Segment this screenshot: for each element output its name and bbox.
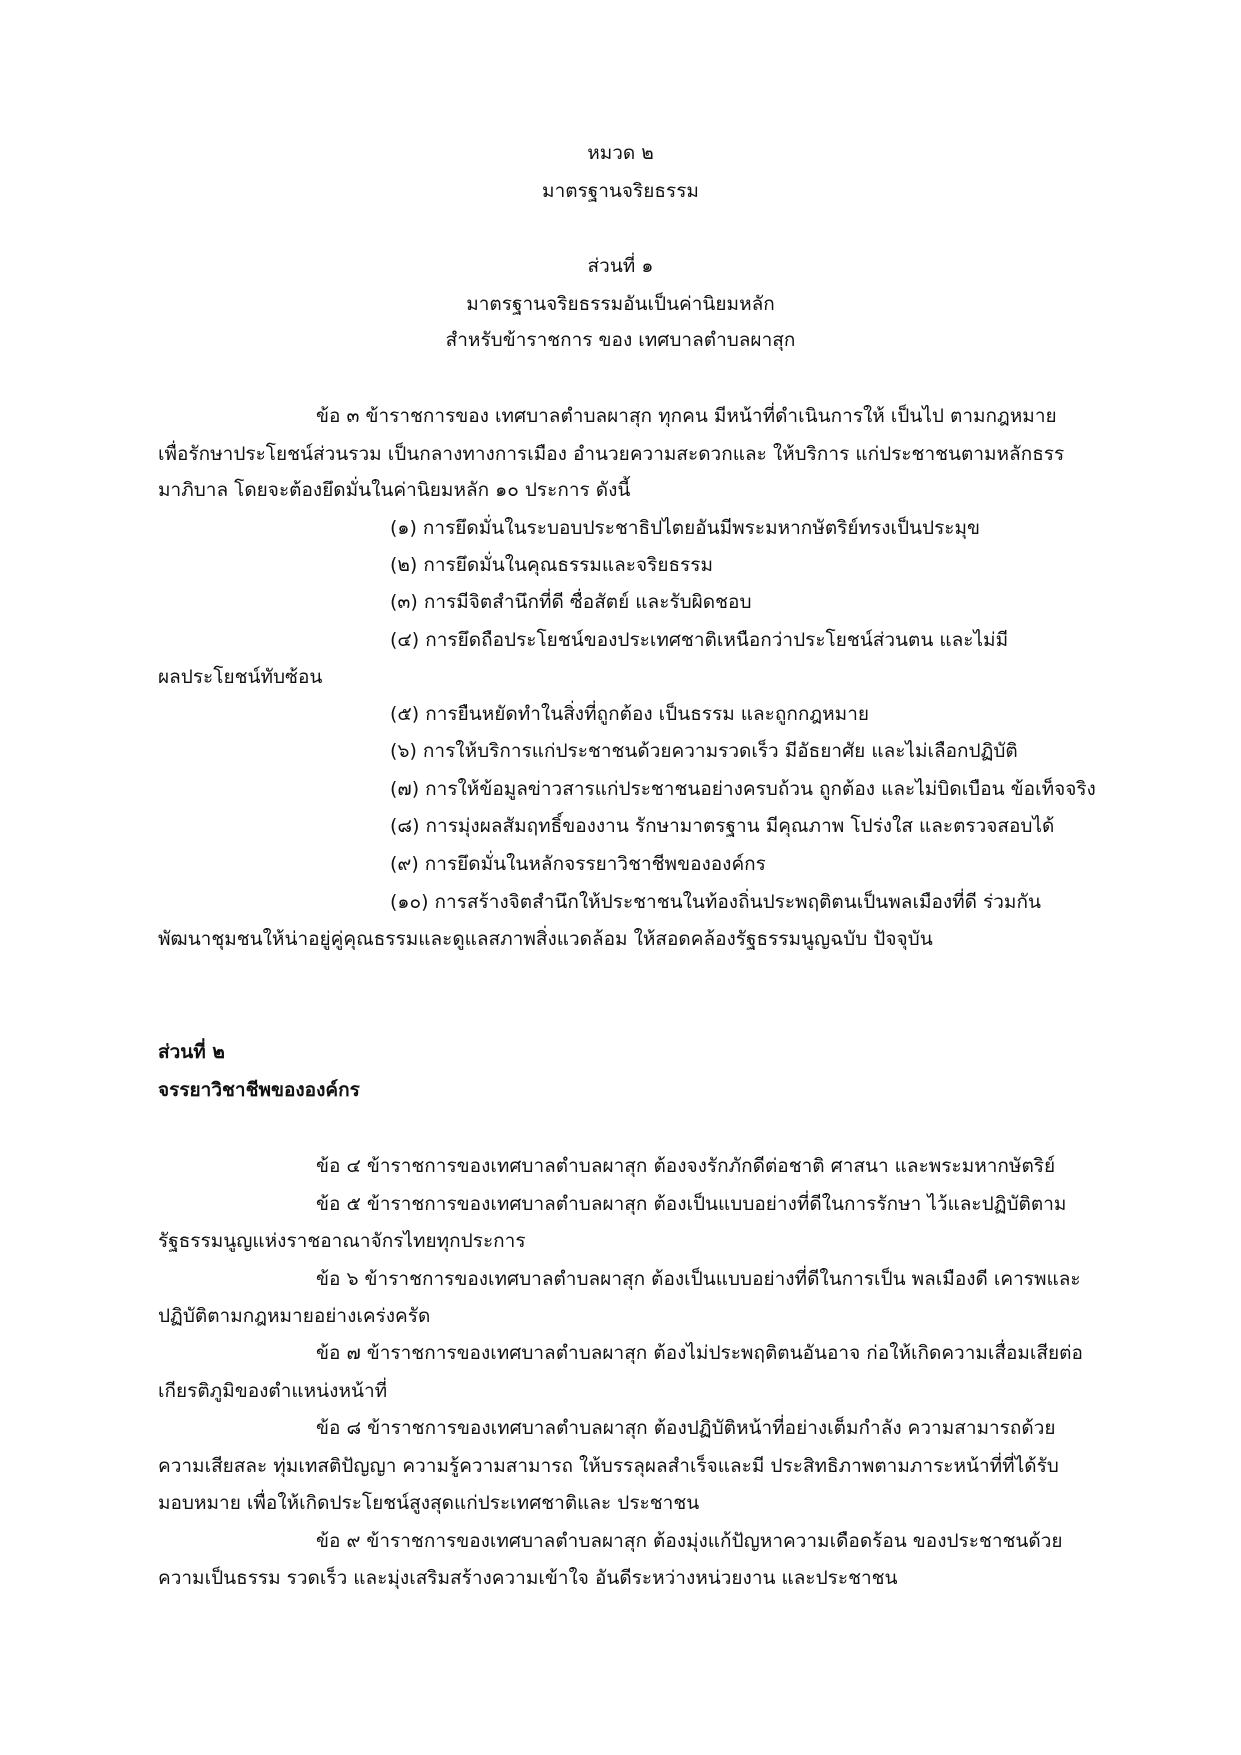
clause-8-line-2: ความเสียสละ ทุ่มเทสติปัญญา ความรู้ความสามารถ ให้บรรลุผลสำเร็จและมี ประสิทธิภาพตามภาระหน้าที่ที่ได้รับ: [158, 1455, 1059, 1477]
part-title-line-2: สำหรับข้าราชการ ของ เทศบาลตำบลผาสุก: [445, 329, 796, 351]
value-item-8: (๘) การมุ่งผลสัมฤทธิ์ของงาน รักษามาตรฐาน มีคุณภาพ โปร่งใส และตรวจสอบได้: [390, 815, 1055, 837]
value-item-7: (๗) การให้ข้อมูลข่าวสารแก่ประชาชนอย่างครบถ้วน ถูกต้อง และไม่บิดเบือน ข้อเท็จจริง: [390, 778, 1096, 800]
value-item-10: (๑๐) การสร้างจิตสำนึกให้ประชาชนในท้องถิ่นประพฤติตนเป็นพลเมืองที่ดี ร่วมกัน: [390, 891, 1041, 913]
chapter-title: มาตรฐานจริยธรรม: [542, 180, 699, 202]
section-2-title: จรรยาวิชาชีพขององค์กร: [158, 1079, 360, 1101]
clause-3-line-2: เพื่อรักษาประโยชน์ส่วนรวม เป็นกลางทางการเมือง อำนวยความสะดวกและ ให้บริการ แก่ประชาชนตามหลักธรร: [158, 443, 1065, 465]
clause-8-line-3: มอบหมาย เพื่อให้เกิดประโยชน์สูงสุดแก่ประเทศชาติและ ประชาชน: [158, 1492, 700, 1514]
part-heading: ส่วนที่ ๑: [587, 255, 654, 277]
clause-9-line-2: ความเป็นธรรม รวดเร็ว และมุ่งเสริมสร้างความเข้าใจ อันดีระหว่างหน่วยงาน และประชาชน: [158, 1567, 898, 1589]
clause-5-line-1: ข้อ ๕ ข้าราชการของเทศบาลตำบลผาสุก ต้องเป็นแบบอย่างที่ดีในการรักษา ไว้และปฏิบัติตาม: [316, 1193, 1067, 1215]
value-item-5: (๕) การยืนหยัดทำในสิ่งที่ถูกต้อง เป็นธรรม และถูกกฎหมาย: [390, 703, 869, 725]
clause-9-line-1: ข้อ ๙ ข้าราชการของเทศบาลตำบลผาสุก ต้องมุ่งแก้ปัญหาความเดือดร้อน ของประชาชนด้วย: [316, 1530, 1063, 1552]
value-item-4-continued: ผลประโยชน์ทับซ้อน: [158, 666, 323, 688]
clause-3-line-3: มาภิบาล โดยจะต้องยึดมั่นในค่านิยมหลัก ๑๐ ประการ ดังนี้: [158, 479, 631, 501]
value-item-3: (๓) การมีจิตสำนึกที่ดี ซื่อสัตย์ และรับผิดชอบ: [390, 591, 752, 613]
value-item-4: (๔) การยึดถือประโยชน์ของประเทศชาติเหนือกว่าประโยชน์ส่วนตน และไม่มี: [390, 629, 1009, 651]
clause-7-line-1: ข้อ ๗ ข้าราชการของเทศบาลตำบลผาสุก ต้องไม่ประพฤติตนอันอาจ ก่อให้เกิดความเสื่อมเสียต่อ: [316, 1342, 1083, 1364]
value-item-6: (๖) การให้บริการแก่ประชาชนด้วยความรวดเร็ว มีอัธยาศัย และไม่เลือกปฏิบัติ: [390, 740, 1018, 762]
part-title-line-1: มาตรฐานจริยธรรมอันเป็นค่านิยมหลัก: [466, 293, 775, 315]
clause-6-line-2: ปฏิบัติตามกฎหมายอย่างเคร่งครัด: [158, 1305, 431, 1327]
clause-4-line-1: ข้อ ๔ ข้าราชการของเทศบาลตำบลผาสุก ต้องจงรักภักดีต่อชาติ ศาสนา และพระมหากษัตริย์: [316, 1155, 1056, 1177]
chapter-heading: หมวด ๒: [587, 142, 654, 164]
value-item-1: (๑) การยึดมั่นในระบอบประชาธิปไตยอันมีพระมหากษัตริย์ทรงเป็นประมุข: [390, 517, 981, 539]
clause-3-line-1: ข้อ ๓ ข้าราชการของ เทศบาลตำบลผาสุก ทุกคน มีหน้าที่ดำเนินการให้ เป็นไป ตามกฎหมาย: [316, 405, 1057, 427]
clause-5-line-2: รัฐธรรมนูญแห่งราชอาณาจักรไทยทุกประการ: [158, 1230, 526, 1252]
section-2-heading: ส่วนที่ ๒: [158, 1041, 225, 1063]
clause-6-line-1: ข้อ ๖ ข้าราชการของเทศบาลตำบลผาสุก ต้องเป็นแบบอย่างที่ดีในการเป็น พลเมืองดี เคารพและ: [316, 1268, 1081, 1290]
value-item-10-continued: พัฒนาชุมชนให้น่าอยู่คู่คุณธรรมและดูแลสภาพสิ่งแวดล้อม ให้สอดคล้องรัฐธรรมนูญฉบับ ปัจจุบัน: [158, 928, 933, 950]
value-item-2: (๒) การยึดมั่นในคุณธรรมและจริยธรรม: [390, 554, 713, 576]
value-item-9: (๙) การยึดมั่นในหลักจรรยาวิชาชีพขององค์กร: [390, 853, 766, 875]
clause-8-line-1: ข้อ ๘ ข้าราชการของเทศบาลตำบลผาสุก ต้องปฏิบัติหน้าที่อย่างเต็มกำลัง ความสามารถด้วย: [316, 1417, 1056, 1439]
clause-7-line-2: เกียรติภูมิของตำแหน่งหน้าที่: [158, 1380, 388, 1402]
